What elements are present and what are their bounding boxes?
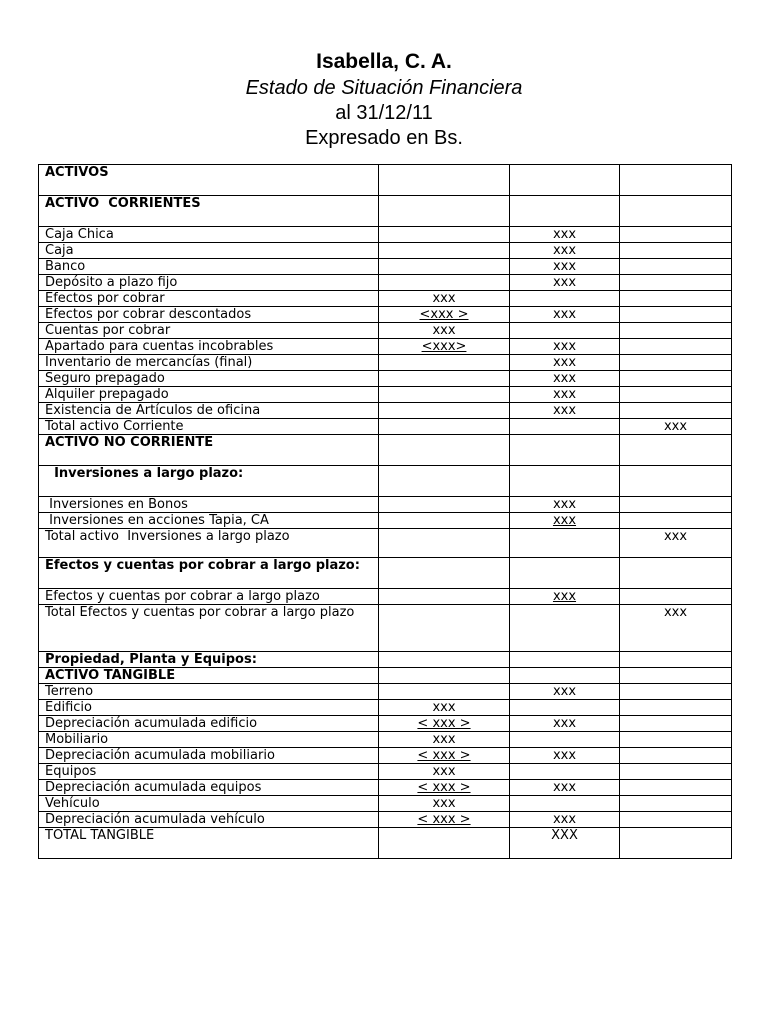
table-row bbox=[39, 513, 732, 529]
amount-c4 bbox=[620, 323, 732, 339]
amount-c3 bbox=[510, 435, 620, 466]
amount-value: xxx bbox=[552, 589, 577, 604]
amount-c2 bbox=[379, 307, 510, 323]
amount-value: <xxx> bbox=[421, 339, 467, 354]
company-name: Isabella, C. A. bbox=[316, 50, 452, 73]
amount-c2 bbox=[379, 259, 510, 275]
table-row bbox=[39, 780, 732, 796]
amount-c4 bbox=[620, 668, 732, 684]
amount-c3 bbox=[510, 371, 620, 387]
amount-value: <xxx > bbox=[419, 307, 469, 322]
amount-c4 bbox=[620, 435, 732, 466]
amount-c4 bbox=[620, 291, 732, 307]
amount-c2 bbox=[379, 243, 510, 259]
balance-sheet-table bbox=[38, 164, 732, 859]
amount-c3 bbox=[510, 605, 620, 652]
table-row bbox=[39, 419, 732, 435]
amount-c4 bbox=[620, 227, 732, 243]
table-row bbox=[39, 275, 732, 291]
amount-c4 bbox=[620, 419, 732, 435]
amount-c4 bbox=[620, 716, 732, 732]
row-label: Efectos y cuentas por cobrar a largo plazo: bbox=[39, 558, 379, 589]
table-row bbox=[39, 716, 732, 732]
row-label: Vehículo bbox=[39, 796, 379, 812]
amount-c4 bbox=[620, 764, 732, 780]
amount-c2 bbox=[379, 165, 510, 196]
amount-value: < xxx > bbox=[417, 748, 471, 763]
row-label: Efectos y cuentas por cobrar a largo plazo bbox=[39, 589, 379, 605]
amount-c3 bbox=[510, 275, 620, 291]
table-row bbox=[39, 165, 732, 196]
table-row bbox=[39, 323, 732, 339]
amount-c2 bbox=[379, 227, 510, 243]
row-label: Terreno bbox=[39, 684, 379, 700]
table-row bbox=[39, 732, 732, 748]
row-label: Edificio bbox=[39, 700, 379, 716]
table-row bbox=[39, 684, 732, 700]
table-row bbox=[39, 243, 732, 259]
amount-value: xxx bbox=[552, 371, 577, 386]
amount-value: xxx bbox=[552, 684, 577, 699]
amount-c2 bbox=[379, 339, 510, 355]
amount-value: xxx bbox=[432, 291, 456, 306]
amount-value: xxx bbox=[552, 339, 577, 354]
amount-value: xxx bbox=[432, 732, 456, 747]
table-row bbox=[39, 700, 732, 716]
table-row bbox=[39, 497, 732, 513]
amount-value: xxx bbox=[552, 355, 577, 370]
statement-date: al 31/12/11 bbox=[335, 102, 433, 124]
row-label: Caja Chica bbox=[39, 227, 379, 243]
amount-c4 bbox=[620, 812, 732, 828]
amount-c3 bbox=[510, 652, 620, 668]
amount-value: xxx bbox=[663, 529, 688, 544]
amount-c2 bbox=[379, 605, 510, 652]
amount-c3 bbox=[510, 291, 620, 307]
table-row bbox=[39, 828, 732, 859]
amount-value: xxx bbox=[552, 259, 577, 274]
amount-c4 bbox=[620, 558, 732, 589]
amount-value: XXX bbox=[551, 828, 578, 843]
amount-c3 bbox=[510, 668, 620, 684]
amount-c2 bbox=[379, 275, 510, 291]
table-row bbox=[39, 589, 732, 605]
amount-c4 bbox=[620, 652, 732, 668]
amount-value: xxx bbox=[552, 716, 577, 731]
row-label: ACTIVO NO CORRIENTE bbox=[39, 435, 379, 466]
amount-value: xxx bbox=[552, 275, 577, 290]
amount-c3 bbox=[510, 513, 620, 529]
amount-value: xxx bbox=[552, 812, 577, 827]
amount-value: < xxx > bbox=[417, 716, 471, 731]
amount-c2 bbox=[379, 652, 510, 668]
row-label: Alquiler prepagado bbox=[39, 387, 379, 403]
amount-c3 bbox=[510, 307, 620, 323]
amount-c2 bbox=[379, 419, 510, 435]
amount-c4 bbox=[620, 529, 732, 558]
amount-c4 bbox=[620, 780, 732, 796]
table-row bbox=[39, 812, 732, 828]
amount-c2 bbox=[379, 558, 510, 589]
row-label: Depreciación acumulada mobiliario bbox=[39, 748, 379, 764]
amount-c2 bbox=[379, 764, 510, 780]
table-row bbox=[39, 259, 732, 275]
amount-c3 bbox=[510, 589, 620, 605]
amount-c4 bbox=[620, 700, 732, 716]
amount-c3 bbox=[510, 323, 620, 339]
row-label: Seguro prepagado bbox=[39, 371, 379, 387]
table-row bbox=[39, 668, 732, 684]
table-row bbox=[39, 403, 732, 419]
amount-c4 bbox=[620, 684, 732, 700]
amount-c4 bbox=[620, 371, 732, 387]
table-row bbox=[39, 371, 732, 387]
amount-c2 bbox=[379, 828, 510, 859]
table-row bbox=[39, 605, 732, 652]
amount-value: xxx bbox=[552, 243, 577, 258]
row-label: Total Efectos y cuentas por cobrar a largo plazo bbox=[39, 605, 379, 652]
amount-c2 bbox=[379, 716, 510, 732]
amount-c3 bbox=[510, 165, 620, 196]
amount-c3 bbox=[510, 529, 620, 558]
row-label: Inversiones en acciones Tapia, CA bbox=[39, 513, 379, 529]
row-label: Inversiones en Bonos bbox=[39, 497, 379, 513]
row-label: ACTIVO TANGIBLE bbox=[39, 668, 379, 684]
amount-value: xxx bbox=[552, 403, 577, 418]
amount-c3 bbox=[510, 684, 620, 700]
amount-c4 bbox=[620, 513, 732, 529]
row-label: Banco bbox=[39, 259, 379, 275]
amount-value: xxx bbox=[432, 700, 456, 715]
amount-c2 bbox=[379, 355, 510, 371]
amount-c4 bbox=[620, 275, 732, 291]
amount-c4 bbox=[620, 748, 732, 764]
amount-value: xxx bbox=[552, 748, 577, 763]
row-label: Total activo Inversiones a largo plazo bbox=[39, 529, 379, 558]
amount-c4 bbox=[620, 165, 732, 196]
amount-c3 bbox=[510, 196, 620, 227]
amount-c2 bbox=[379, 700, 510, 716]
amount-value: xxx bbox=[552, 780, 577, 795]
row-label: Inventario de mercancías (final) bbox=[39, 355, 379, 371]
amount-c3 bbox=[510, 497, 620, 513]
amount-c3 bbox=[510, 259, 620, 275]
amount-c4 bbox=[620, 605, 732, 652]
row-label: Depreciación acumulada edificio bbox=[39, 716, 379, 732]
amount-value: xxx bbox=[432, 796, 456, 811]
table-row bbox=[39, 558, 732, 589]
row-label: Apartado para cuentas incobrables bbox=[39, 339, 379, 355]
amount-value: xxx bbox=[552, 227, 577, 242]
amount-c3 bbox=[510, 748, 620, 764]
row-label: TOTAL TANGIBLE bbox=[39, 828, 379, 859]
amount-c3 bbox=[510, 558, 620, 589]
amount-c3 bbox=[510, 419, 620, 435]
amount-c2 bbox=[379, 291, 510, 307]
amount-value: xxx bbox=[552, 387, 577, 402]
row-label: Depósito a plazo fijo bbox=[39, 275, 379, 291]
row-label: Cuentas por cobrar bbox=[39, 323, 379, 339]
amount-c4 bbox=[620, 307, 732, 323]
row-label: Caja bbox=[39, 243, 379, 259]
amount-c2 bbox=[379, 796, 510, 812]
amount-c2 bbox=[379, 668, 510, 684]
row-label: Mobiliario bbox=[39, 732, 379, 748]
amount-c4 bbox=[620, 259, 732, 275]
amount-c3 bbox=[510, 780, 620, 796]
amount-c2 bbox=[379, 371, 510, 387]
table-row bbox=[39, 227, 732, 243]
amount-c3 bbox=[510, 355, 620, 371]
amount-c4 bbox=[620, 497, 732, 513]
amount-c4 bbox=[620, 355, 732, 371]
amount-c3 bbox=[510, 243, 620, 259]
amount-c4 bbox=[620, 589, 732, 605]
amount-c2 bbox=[379, 780, 510, 796]
table-row bbox=[39, 339, 732, 355]
table-row bbox=[39, 196, 732, 227]
currency-note: Expresado en Bs. bbox=[305, 127, 463, 149]
amount-c4 bbox=[620, 243, 732, 259]
amount-value: xxx bbox=[432, 764, 456, 779]
amount-c2 bbox=[379, 513, 510, 529]
row-label: Total activo Corriente bbox=[39, 419, 379, 435]
statement-title: Estado de Situación Financiera bbox=[245, 77, 523, 99]
amount-c2 bbox=[379, 387, 510, 403]
amount-c3 bbox=[510, 227, 620, 243]
table-row bbox=[39, 652, 732, 668]
amount-c3 bbox=[510, 387, 620, 403]
row-label: Depreciación acumulada vehículo bbox=[39, 812, 379, 828]
amount-c2 bbox=[379, 323, 510, 339]
table-row bbox=[39, 387, 732, 403]
amount-c3 bbox=[510, 403, 620, 419]
amount-c4 bbox=[620, 796, 732, 812]
table-row bbox=[39, 796, 732, 812]
amount-c2 bbox=[379, 466, 510, 497]
amount-c4 bbox=[620, 339, 732, 355]
amount-value: xxx bbox=[552, 307, 577, 322]
amount-value: xxx bbox=[663, 419, 688, 434]
amount-c3 bbox=[510, 812, 620, 828]
row-label: Efectos por cobrar descontados bbox=[39, 307, 379, 323]
amount-value: < xxx > bbox=[417, 780, 471, 795]
amount-c2 bbox=[379, 589, 510, 605]
amount-c2 bbox=[379, 497, 510, 513]
amount-c3 bbox=[510, 796, 620, 812]
row-label: Propiedad, Planta y Equipos: bbox=[39, 652, 379, 668]
table-row bbox=[39, 529, 732, 558]
row-label: Existencia de Artículos de oficina bbox=[39, 403, 379, 419]
amount-c2 bbox=[379, 403, 510, 419]
row-label: Efectos por cobrar bbox=[39, 291, 379, 307]
row-label: ACTIVO CORRIENTES bbox=[39, 196, 379, 227]
amount-c4 bbox=[620, 196, 732, 227]
amount-c3 bbox=[510, 764, 620, 780]
amount-c3 bbox=[510, 700, 620, 716]
amount-c3 bbox=[510, 716, 620, 732]
amount-c4 bbox=[620, 828, 732, 859]
amount-c2 bbox=[379, 435, 510, 466]
amount-value: < xxx > bbox=[417, 812, 471, 827]
amount-value: xxx bbox=[663, 605, 688, 620]
amount-c2 bbox=[379, 196, 510, 227]
amount-c2 bbox=[379, 748, 510, 764]
table-row bbox=[39, 355, 732, 371]
amount-c3 bbox=[510, 828, 620, 859]
table-row bbox=[39, 466, 732, 497]
row-label: Equipos bbox=[39, 764, 379, 780]
amount-value: xxx bbox=[552, 513, 577, 528]
table-row bbox=[39, 291, 732, 307]
amount-c2 bbox=[379, 732, 510, 748]
amount-c4 bbox=[620, 387, 732, 403]
table-row bbox=[39, 764, 732, 780]
amount-c3 bbox=[510, 466, 620, 497]
amount-value: xxx bbox=[432, 323, 456, 338]
row-label: ACTIVOS bbox=[39, 165, 379, 196]
amount-value: xxx bbox=[552, 497, 577, 512]
table-row bbox=[39, 307, 732, 323]
amount-c2 bbox=[379, 812, 510, 828]
row-label: Inversiones a largo plazo: bbox=[39, 466, 379, 497]
amount-c3 bbox=[510, 339, 620, 355]
amount-c2 bbox=[379, 529, 510, 558]
amount-c4 bbox=[620, 466, 732, 497]
amount-c3 bbox=[510, 732, 620, 748]
amount-c4 bbox=[620, 732, 732, 748]
amount-c2 bbox=[379, 684, 510, 700]
amount-c4 bbox=[620, 403, 732, 419]
row-label: Depreciación acumulada equipos bbox=[39, 780, 379, 796]
table-row bbox=[39, 435, 732, 466]
table-row bbox=[39, 748, 732, 764]
